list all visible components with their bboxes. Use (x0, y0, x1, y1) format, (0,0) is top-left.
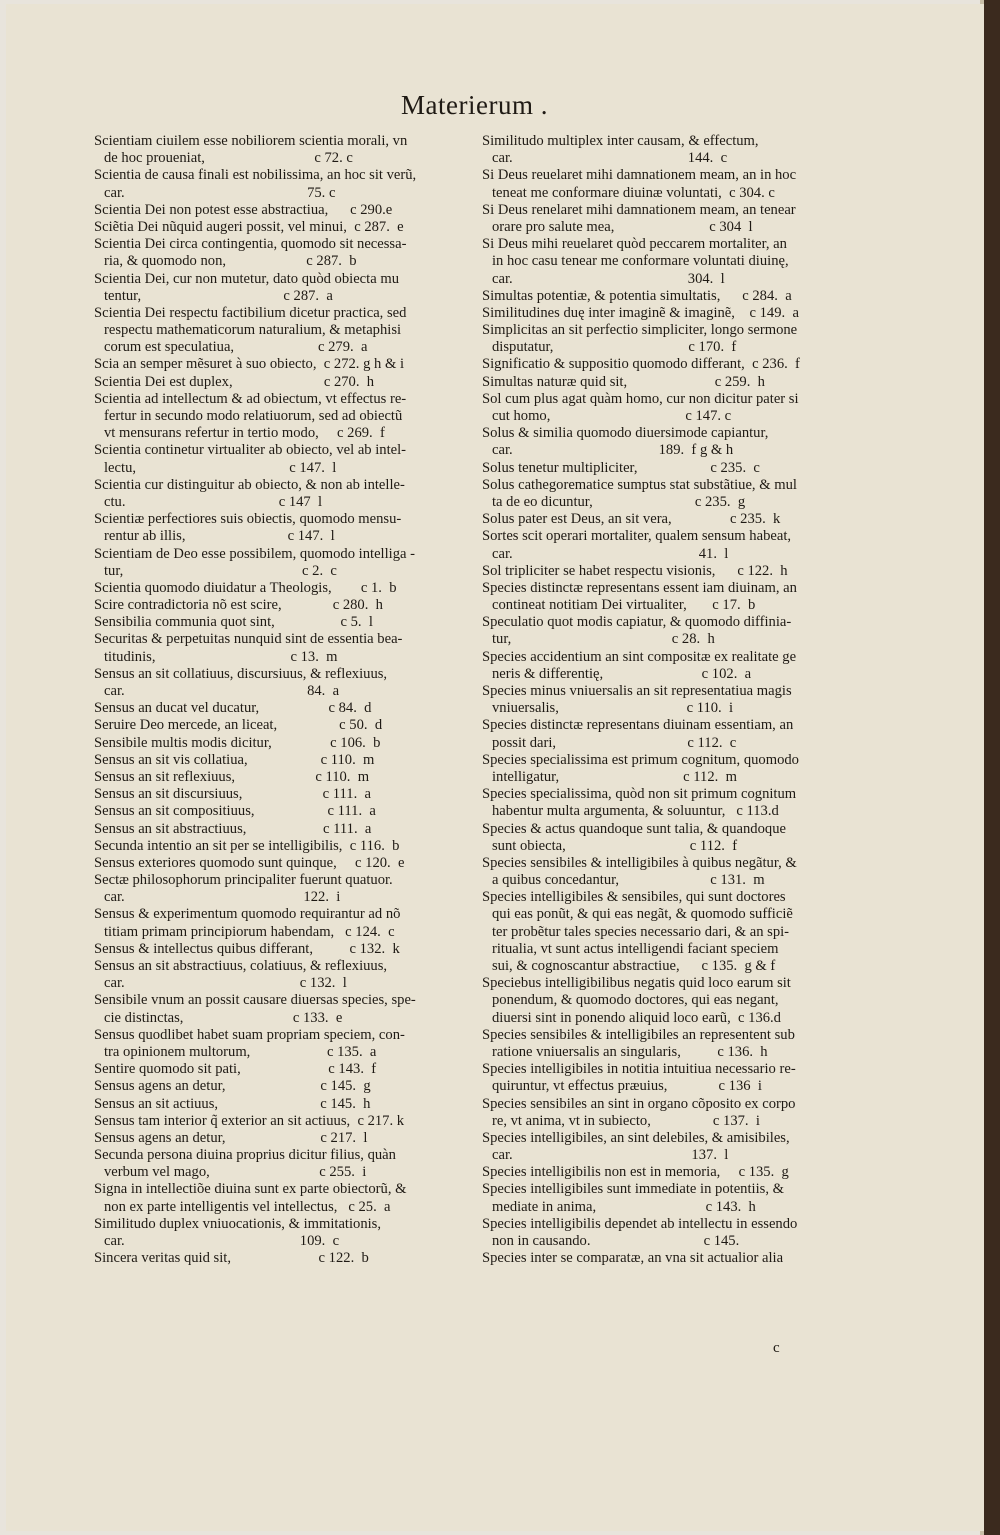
index-entry-line: cie distinctas, c 133. e (104, 1009, 343, 1026)
index-entry-line: Secunda persona diuina proprius dicitur filius, quàn (94, 1147, 396, 1164)
index-entry-line: Scientia de causa finali est nobilissima, an hoc sit verũ, (94, 167, 417, 184)
index-entry (482, 202, 852, 236)
index-entry-line: Similitudines duę inter imaginẽ & imaginẽ, c 149. a (482, 304, 799, 321)
index-entry (94, 442, 469, 476)
index-entry-line: Species sensibiles & intelligibiles an representent sub (482, 1026, 795, 1043)
index-entry-line: car. 137. l (492, 1147, 729, 1164)
index-entry (482, 305, 852, 322)
index-entry-line: Scientia continetur virtualiter ab obiecto, vel ab intel- (94, 442, 407, 459)
index-entry (94, 477, 469, 511)
index-entry-line: quiruntur, vt effectus præuius, c 136 i (492, 1078, 762, 1095)
index-entry (94, 717, 469, 734)
index-entry-line: car. 304. l (492, 270, 725, 287)
index-entry-line: Si Deus mihi reuelaret quòd peccarem mortaliter, an (482, 236, 787, 253)
index-entry (482, 236, 852, 288)
index-entry (94, 1027, 469, 1061)
index-entry (482, 563, 852, 580)
index-entry-line: Species intelligibilis non est in memoria, c 135. g (482, 1164, 789, 1181)
index-entry (94, 546, 469, 580)
index-entry-line: Species intelligibiles in notitia intuitiua necessario re- (482, 1061, 796, 1078)
index-entry-line: Scia an semper mẽsuret à suo obiecto, c 272. g h & i (94, 356, 405, 373)
index-entry-line: sunt obiecta, c 112. f (492, 837, 738, 854)
index-entry-line: Sensibile vnum an possit causare diuersas species, spe- (94, 992, 416, 1009)
index-entry-line: ta de eo dicuntur, c 235. g (492, 493, 746, 510)
index-entry (482, 889, 852, 975)
index-entry-line: Species inter se comparatæ, an vna sit actualior alia (482, 1250, 784, 1267)
catchword: c (773, 1340, 780, 1356)
index-entry (94, 958, 469, 992)
index-entry-line: Scientia quomodo diuidatur a Theologis, c 1. b (94, 579, 397, 596)
index-entry-line: car. 84. a (104, 683, 340, 699)
index-entry-line: Sol cum plus agat quàm homo, cur non dicitur pater si (482, 390, 799, 407)
index-entry (94, 666, 469, 700)
index-entry (482, 391, 852, 425)
index-entry (94, 838, 469, 855)
index-entry (482, 133, 852, 167)
index-entry (482, 1181, 852, 1215)
index-entry-line: tur, c 2. c (104, 562, 337, 579)
index-entry (482, 460, 852, 477)
index-entry (482, 649, 852, 683)
index-entry-line: Scientia Dei est duplex, c 270. h (94, 373, 375, 390)
index-entry-line: Sincera veritas quid sit, c 122. b (94, 1250, 369, 1267)
index-entry-line: Scientiam de Deo esse possibilem, quomodo intelliga - (94, 545, 416, 562)
index-entry (94, 1113, 469, 1130)
index-entry (94, 219, 469, 236)
index-entry-line: neris & differentię, c 102. a (492, 665, 752, 682)
index-entry-line: titudinis, c 13. m (104, 648, 338, 665)
index-entry-line: Secunda intentio an sit per se intelligibilis, c 116. b (94, 837, 400, 854)
right-index-column (482, 133, 852, 1267)
index-entry (482, 322, 852, 356)
index-entry-line: ponendum, & quomodo doctores, qui eas negant, (492, 992, 779, 1009)
index-entry-line: Species intelligibiles, an sint delebiles, & amisibiles, (482, 1129, 790, 1146)
index-entry (482, 477, 852, 511)
index-entry-line: Sensus agens an detur, c 145. g (94, 1078, 371, 1095)
index-entry-line: Scientia Dei respectu factibilium dicetur practica, sed (94, 304, 407, 321)
index-entry (94, 872, 469, 906)
index-entry-line: non in causando. c 145. (492, 1233, 740, 1249)
index-entry-line: sui, & cognoscantur abstractiue, c 135. g & f (492, 958, 776, 974)
index-entry (94, 735, 469, 752)
index-entry-line: car. c 132. l (104, 975, 347, 992)
index-entry (482, 1096, 852, 1130)
index-entry-line: in hoc casu tenear me conformare voluntati diuinę, (492, 253, 789, 270)
index-entry-line: Solus pater est Deus, an sit vera, c 235. k (482, 511, 781, 528)
index-entry-line: tentur, c 287. a (104, 287, 333, 304)
index-entry-line: Scientia ad intellectum & ad obiectum, vt effectus re- (94, 390, 407, 407)
index-entry-line: Sensus exteriores quomodo sunt quinque, c 120. e (94, 854, 405, 871)
index-entry (94, 1061, 469, 1078)
index-entry-line: Sensus an ducat vel ducatur, c 84. d (94, 700, 372, 717)
index-entry-line: Sensus an sit abstractiuus, colatiuus, & reflexiuus, (94, 958, 388, 974)
index-entry-line: Seruire Deo mercede, an liceat, c 50. d (94, 717, 383, 734)
index-entry-line: Speculatio quot modis capiatur, & quomodo diffinia- (482, 614, 792, 631)
index-entry (482, 614, 852, 648)
index-entry (482, 752, 852, 786)
index-entry (482, 975, 852, 1027)
index-entry-line: vniuersalis, c 110. i (492, 700, 734, 717)
index-entry (94, 803, 469, 820)
index-entry-line: Scientia Dei, cur non mutetur, dato quòd obiecta mu (94, 270, 399, 287)
index-entry (482, 786, 852, 820)
index-entry-line: Securitas & perpetuitas nunquid sint de essentia bea- (94, 631, 403, 648)
index-entry-line: ria, & quomodo non, c 287. b (104, 253, 357, 270)
index-entry (482, 1061, 852, 1095)
index-entry (482, 425, 852, 459)
index-entry (94, 511, 469, 545)
index-entry-line: Scientia Dei circa contingentia, quomodo sit necessa- (94, 236, 407, 253)
index-entry (94, 1078, 469, 1095)
index-entry (482, 511, 852, 528)
index-entry-line: fertur in secundo modo relatiuorum, sed ad obiectũ (104, 408, 403, 424)
index-entry (482, 855, 852, 889)
index-entry (94, 855, 469, 872)
index-entry-line: corum est speculatiua, c 279. a (104, 339, 368, 356)
index-entry-line: ctu. c 147 l (104, 493, 323, 510)
index-entry-line: a quibus concedantur, c 131. m (492, 872, 765, 889)
index-entry-line: de hoc proueniat, c 72. c (104, 150, 353, 167)
index-entry (94, 597, 469, 614)
index-entry (482, 167, 852, 201)
index-entry-line: non ex parte intelligentis vel intellectus, c 25. a (104, 1198, 391, 1215)
index-entry (482, 580, 852, 614)
index-entry-line: Sensus & experimentum quomodo requirantur ad nõ (94, 906, 401, 923)
index-entry-line: mediate in anima, c 143. h (492, 1198, 756, 1215)
index-entry-line: lectu, c 147. l (104, 459, 337, 476)
index-entry-line: ritualia, vt sunt actus intelligendi faciant speciem (492, 940, 779, 957)
index-entry (482, 1216, 852, 1250)
index-entry (94, 1250, 469, 1267)
index-entry-line: contineat notitiam Dei virtualiter, c 17. b (492, 597, 756, 614)
index-entry-line: diuersi sint in ponendo aliquid loco earũ, c 136.d (492, 1009, 781, 1026)
index-entry-line: Scientia Dei non potest esse abstractiua, c 290.e (94, 201, 393, 218)
index-entry-line: qui eas ponũt, & qui eas negãt, & quomodo sufficiẽ (492, 906, 793, 923)
index-entry-line: vt mensurans refertur in tertio modo, c 269. f (104, 425, 385, 442)
index-entry-line: Sensus an sit actiuus, c 145. h (94, 1095, 371, 1112)
index-entry-line: Sensus an sit abstractiuus, c 111. a (94, 820, 372, 837)
index-entry-line: car. 75. c (104, 184, 336, 201)
index-entry (94, 374, 469, 391)
index-entry (482, 683, 852, 717)
index-entry-line: Speciebus intelligibilibus negatis quid loco earum sit (482, 975, 791, 992)
index-entry-line: respectu mathematicorum naturalium, & metaphisi (104, 322, 402, 339)
index-entry-line: Sensus an sit vis collatiua, c 110. m (94, 751, 375, 768)
index-entry-line: Species sensibiles & intelligibiles à quibus negãtur, & (482, 854, 797, 871)
index-entry-line: Sortes scit operari mortaliter, qualem sensum habeat, (482, 528, 792, 545)
index-entry-line: verbum vel mago, c 255. i (104, 1164, 367, 1181)
index-entry (94, 133, 469, 167)
index-entry-line: re, vt anima, vt in subiecto, c 137. i (492, 1112, 760, 1129)
index-entry-line: Sciẽtia Dei nũquid augeri possit, vel minui, c 287. e (94, 218, 404, 235)
index-entry-line: Species intelligibiles & sensibiles, qui sunt doctores (482, 889, 786, 906)
index-entry-line: Species specialissima, quòd non sit primum cognitum (482, 786, 797, 803)
index-entry (94, 752, 469, 769)
index-entry (482, 1130, 852, 1164)
index-entry-line: Scientiam ciuilem esse nobiliorem scientia morali, vn (94, 133, 408, 149)
index-entry-line: habentur multa argumenta, & soluuntur, c 113.d (492, 803, 779, 820)
index-entry-line: Sensus tam interior q̃ exterior an sit actiuus, c 217. k (94, 1112, 405, 1129)
index-entry (482, 356, 852, 373)
index-entry-line: orare pro salute mea, c 304 l (492, 218, 753, 235)
index-entry (482, 288, 852, 305)
index-entry-line: Sensus & intellectus quibus differant, c 132. k (94, 940, 400, 957)
index-entry-line: Solus cathegorematice sumptus stat substãtiue, & mul (482, 476, 797, 493)
index-entry (482, 1164, 852, 1181)
index-entry-line: Species intelligibiles sunt immediate in potentiis, & (482, 1181, 784, 1198)
index-entry-line: cut homo, c 147. c (492, 408, 732, 424)
index-entry (94, 1147, 469, 1181)
index-entry-line: Species intelligibilis dependet ab intellectu in essendo (482, 1215, 798, 1232)
index-entry-line: Sensus agens an detur, c 217. l (94, 1129, 368, 1146)
index-entry (94, 614, 469, 631)
index-entry (94, 202, 469, 219)
index-entry (94, 1216, 469, 1250)
index-entry-line: Scientia cur distinguitur ab obiecto, & non ab intelle- (94, 476, 405, 493)
index-entry (94, 391, 469, 443)
index-entry-line: Simplicitas an sit perfectio simpliciter, longo sermone (482, 322, 798, 339)
index-entry (94, 821, 469, 838)
index-entry-line: ratione vniuersalis an singularis, c 136. h (492, 1043, 768, 1060)
index-entry (482, 528, 852, 562)
index-entry-line: rentur ab illis, c 147. l (104, 528, 335, 545)
index-entry-line: Scientiæ perfectiores suis obiectis, quomodo mensu- (94, 511, 402, 528)
index-entry (94, 305, 469, 357)
index-entry (94, 580, 469, 597)
index-entry-line: ter probẽtur tales species necessario dari, & an spi- (492, 923, 790, 940)
index-entry-line: Simultas naturæ quid sit, c 259. h (482, 373, 765, 390)
index-entry (94, 356, 469, 373)
index-entry-line: tur, c 28. h (492, 631, 715, 648)
book-spine (984, 0, 1000, 1535)
index-entry (94, 236, 469, 270)
index-entry-line: Sensus an sit reflexiuus, c 110. m (94, 768, 370, 785)
book-page (6, 4, 984, 1531)
index-entry (94, 167, 469, 201)
index-entry-line: Signa in intellectiõe diuina sunt ex parte obiectorũ, & (94, 1181, 407, 1198)
index-entry (94, 786, 469, 803)
index-entry-line: Si Deus reuelaret mihi damnationem meam, an in hoc (482, 167, 797, 184)
index-entry (482, 821, 852, 855)
index-entry (94, 631, 469, 665)
index-entry-line: Sectæ philosophorum principaliter fuerunt quatuor. (94, 872, 393, 889)
index-entry-line: car. 109. c (104, 1233, 340, 1249)
index-entry-line: Species distinctæ representans diuinam essentiam, an (482, 717, 794, 734)
index-entry-line: Sensus an sit compositiuus, c 111. a (94, 803, 376, 820)
index-entry (94, 941, 469, 958)
index-entry-line: Species minus vniuersalis an sit representatiua magis (482, 683, 792, 699)
index-entry-line: Similitudo multiplex inter causam, & effectum, (482, 133, 759, 149)
index-entry-line: Species sensibiles an sint in organo cõposito ex corpo (482, 1095, 796, 1112)
index-entry-line: Sensus an sit discursiuus, c 111. a (94, 786, 371, 803)
index-entry-line: Sentire quomodo sit pati, c 143. f (94, 1061, 377, 1078)
index-entry (94, 906, 469, 940)
index-entry-line: Significatio & suppositio quomodo differant, c 236. f (482, 356, 800, 373)
index-entry-line: Species & actus quandoque sunt talia, & quandoque (482, 820, 786, 837)
page-header: Materierum . (401, 90, 548, 120)
index-entry-line: Species specialissima est primum cognitum, quomodo (482, 751, 799, 768)
index-entry-line: Scire contradictoria nõ est scire, c 280. h (94, 597, 383, 614)
index-entry-line: car. 189. f g & h (492, 442, 734, 459)
index-entry (482, 374, 852, 391)
left-index-column (94, 133, 469, 1267)
index-entry-line: tra opinionem multorum, c 135. a (104, 1043, 377, 1060)
index-entry (94, 1096, 469, 1113)
index-entry (482, 1027, 852, 1061)
index-entry (94, 992, 469, 1026)
index-entry-line: Sensibile multis modis dicitur, c 106. b (94, 734, 381, 751)
index-entry-line: Si Deus renelaret mihi damnationem meam, an tenear (482, 201, 796, 218)
index-entry (482, 1250, 852, 1267)
index-entry-line: intelligatur, c 112. m (492, 768, 737, 785)
index-entry-line: Solus & similia quomodo diuersimode capiantur, (482, 425, 769, 442)
index-entry-line: Solus tenetur multipliciter, c 235. c (482, 459, 760, 476)
index-entry-line: titiam primam principiorum habendam, c 124. c (104, 923, 395, 940)
index-entry-line: Sensus an sit collatiuus, discursiuus, & reflexiuus, (94, 665, 388, 682)
index-entry (482, 717, 852, 751)
index-entry-line: teneat me conformare diuinæ voluntati, c 304. c (492, 184, 775, 201)
index-entry-line: car. 144. c (492, 150, 728, 167)
index-entry (94, 1130, 469, 1147)
index-entry-line: Simultas potentiæ, & potentia simultatis, c 284. a (482, 287, 792, 304)
index-entry-line: Species distinctæ representans essent iam diuinam, an (482, 579, 797, 596)
index-entry-line: Sol tripliciter se habet respectu visionis, c 122. h (482, 562, 788, 579)
index-entry-line: possit dari, c 112. c (492, 734, 737, 751)
index-entry-line: Species accidentium an sint compositæ ex realitate ge (482, 648, 797, 665)
index-entry (94, 700, 469, 717)
index-entry-line: disputatur, c 170. f (492, 339, 737, 356)
index-entry-line: car. 122. i (104, 889, 341, 906)
index-entry-line: Similitudo duplex vniuocationis, & immitationis, (94, 1215, 382, 1232)
index-entry (94, 769, 469, 786)
index-entry-line: Sensus quodlibet habet suam propriam speciem, con- (94, 1026, 405, 1043)
index-entry (94, 271, 469, 305)
index-entry-line: Sensibilia communia quot sint, c 5. l (94, 614, 373, 631)
index-entry-line: car. 41. l (492, 545, 729, 562)
index-entry (94, 1181, 469, 1215)
